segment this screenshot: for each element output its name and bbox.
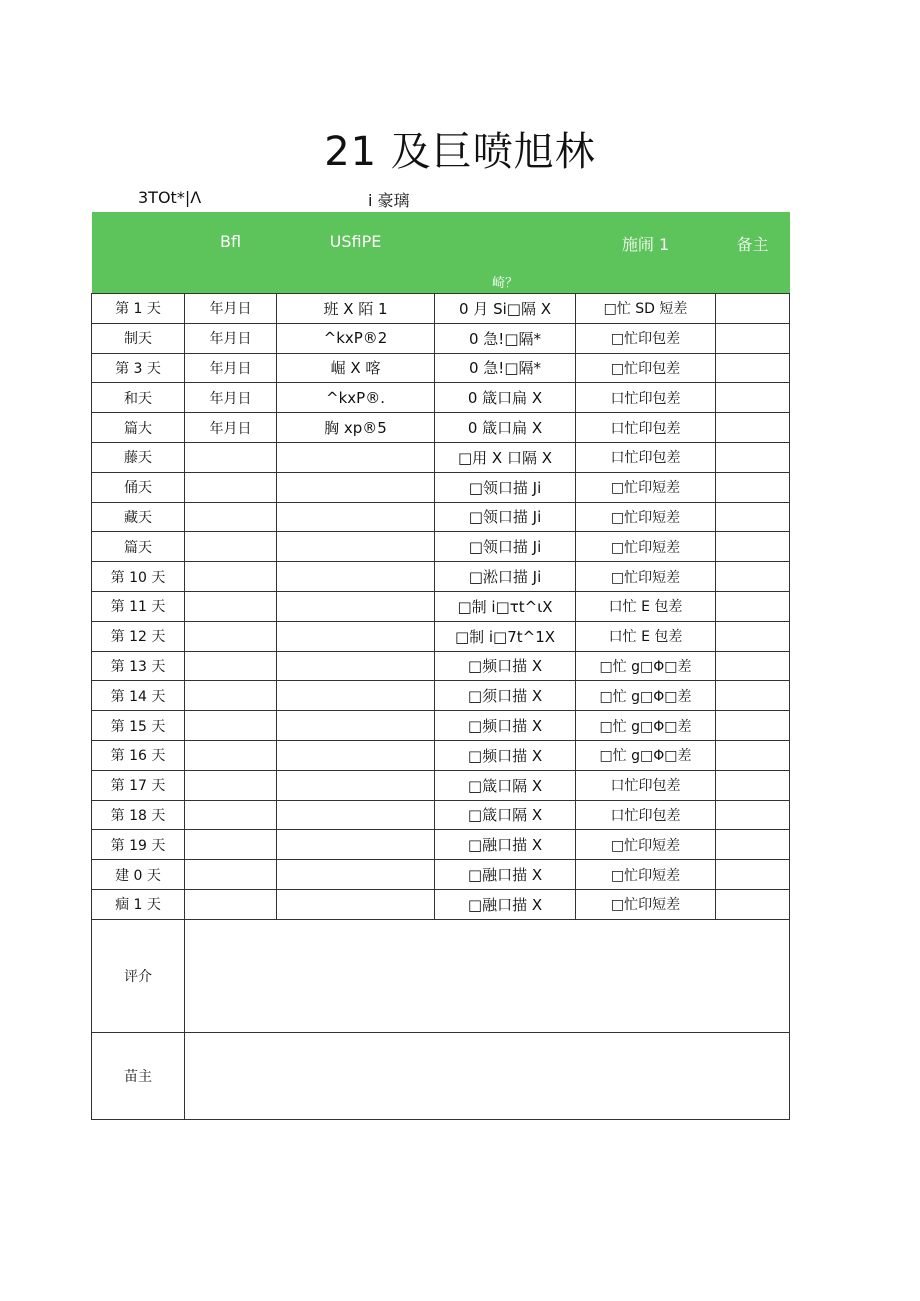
check-cell[interactable]: □忙 g□Φ□差 xyxy=(576,740,716,770)
day-cell: 藏天 xyxy=(92,502,185,532)
table-row xyxy=(92,681,790,711)
date-cell[interactable] xyxy=(185,532,277,562)
note-label: 苗主 xyxy=(92,1032,185,1119)
goal-cell[interactable]: □淞口描 Ji xyxy=(435,562,576,592)
check-cell[interactable]: 口忙印包差 xyxy=(576,442,716,472)
note-cell[interactable] xyxy=(716,383,790,413)
table-body xyxy=(92,294,790,920)
note-cell[interactable] xyxy=(716,294,790,324)
date-cell[interactable] xyxy=(185,830,277,860)
table-row xyxy=(92,830,790,860)
date-cell[interactable] xyxy=(185,889,277,919)
check-cell[interactable]: □忙印短差 xyxy=(576,502,716,532)
day-cell: 篇天 xyxy=(92,532,185,562)
date-cell[interactable] xyxy=(185,562,277,592)
goal-cell[interactable]: □制 i□7t^1X xyxy=(435,621,576,651)
goal-cell[interactable]: □制 i□τt^ιX xyxy=(435,591,576,621)
date-cell[interactable] xyxy=(185,711,277,741)
note-cell[interactable] xyxy=(716,413,790,443)
header-col3: USfiPE xyxy=(277,212,435,294)
header-col1 xyxy=(92,212,185,294)
goal-cell[interactable]: □频口描 X xyxy=(435,651,576,681)
task-cell[interactable] xyxy=(277,651,435,681)
note-cell[interactable] xyxy=(716,323,790,353)
task-cell[interactable] xyxy=(277,860,435,890)
note-cell[interactable] xyxy=(716,621,790,651)
task-cell[interactable] xyxy=(277,591,435,621)
note-cell[interactable] xyxy=(716,562,790,592)
check-cell[interactable]: 口忙印包差 xyxy=(576,800,716,830)
day-cell: 第 11 天 xyxy=(92,591,185,621)
table-row xyxy=(92,562,790,592)
note-cell[interactable] xyxy=(716,711,790,741)
date-cell[interactable]: 年月日 xyxy=(185,323,277,353)
goal-cell[interactable]: □用 X 口隔 X xyxy=(435,442,576,472)
table-row xyxy=(92,442,790,472)
header-col6: 备主 xyxy=(716,212,790,294)
check-cell[interactable]: □忙印短差 xyxy=(576,562,716,592)
note-row xyxy=(92,1032,790,1119)
review-field[interactable] xyxy=(185,919,790,1032)
task-cell[interactable] xyxy=(277,621,435,651)
table-row xyxy=(92,740,790,770)
table-row xyxy=(92,860,790,890)
table-row xyxy=(92,383,790,413)
day-cell: 藤天 xyxy=(92,442,185,472)
note-cell[interactable] xyxy=(716,442,790,472)
note-cell[interactable] xyxy=(716,681,790,711)
goal-cell[interactable]: 0 月 Si□隔 X xyxy=(435,294,576,324)
date-cell[interactable] xyxy=(185,502,277,532)
review-row xyxy=(92,919,790,1032)
day-cell: 建 0 天 xyxy=(92,860,185,890)
meta-left: 3TOt*|Λ xyxy=(138,188,202,207)
goal-cell[interactable]: 0 急!□隔* xyxy=(435,353,576,383)
table-row xyxy=(92,323,790,353)
note-cell[interactable] xyxy=(716,502,790,532)
date-cell[interactable] xyxy=(185,800,277,830)
task-cell[interactable]: ^kxP®. xyxy=(277,383,435,413)
check-cell[interactable]: □忙印短差 xyxy=(576,860,716,890)
check-cell[interactable]: □忙印包差 xyxy=(576,353,716,383)
table-row xyxy=(92,353,790,383)
check-cell[interactable]: □忙印短差 xyxy=(576,889,716,919)
goal-cell[interactable]: □频口描 X xyxy=(435,711,576,741)
day-cell: 第 17 天 xyxy=(92,770,185,800)
note-cell[interactable] xyxy=(716,591,790,621)
check-cell[interactable]: □忙 g□Φ□差 xyxy=(576,651,716,681)
goal-cell[interactable]: □领口描 Ji xyxy=(435,472,576,502)
check-cell[interactable]: 口忙印包差 xyxy=(576,383,716,413)
task-cell[interactable] xyxy=(277,830,435,860)
table-row xyxy=(92,711,790,741)
note-field[interactable] xyxy=(185,1032,790,1119)
date-cell[interactable] xyxy=(185,860,277,890)
day-cell: 第 16 天 xyxy=(92,740,185,770)
check-cell[interactable]: 口忙 E 包差 xyxy=(576,591,716,621)
check-cell[interactable]: □忙印短差 xyxy=(576,532,716,562)
note-cell[interactable] xyxy=(716,860,790,890)
day-cell: 第 14 天 xyxy=(92,681,185,711)
day-cell: 第 18 天 xyxy=(92,800,185,830)
table-row xyxy=(92,889,790,919)
day-cell: 第 3 天 xyxy=(92,353,185,383)
day-cell: 第 13 天 xyxy=(92,651,185,681)
day-cell: 制天 xyxy=(92,323,185,353)
table-row xyxy=(92,651,790,681)
task-cell[interactable] xyxy=(277,502,435,532)
check-cell[interactable]: 口忙印包差 xyxy=(576,413,716,443)
date-cell[interactable] xyxy=(185,591,277,621)
date-cell[interactable] xyxy=(185,740,277,770)
day-cell: 第 19 天 xyxy=(92,830,185,860)
check-cell[interactable]: □忙 g□Φ□差 xyxy=(576,711,716,741)
date-cell[interactable] xyxy=(185,621,277,651)
task-cell[interactable] xyxy=(277,800,435,830)
date-cell[interactable] xyxy=(185,681,277,711)
day-cell: 第 12 天 xyxy=(92,621,185,651)
task-cell[interactable]: 崛 X 喀 xyxy=(277,353,435,383)
date-cell[interactable]: 年月日 xyxy=(185,413,277,443)
task-cell[interactable] xyxy=(277,442,435,472)
date-cell[interactable]: 年月日 xyxy=(185,294,277,324)
task-cell[interactable] xyxy=(277,532,435,562)
note-cell[interactable] xyxy=(716,651,790,681)
table-row xyxy=(92,532,790,562)
header-col2: Bfl xyxy=(185,212,277,294)
table-row xyxy=(92,621,790,651)
goal-cell[interactable]: □领口描 Ji xyxy=(435,502,576,532)
date-cell[interactable]: 年月日 xyxy=(185,383,277,413)
note-cell[interactable] xyxy=(716,532,790,562)
task-cell[interactable]: 班 X 陌 1 xyxy=(277,294,435,324)
date-cell[interactable] xyxy=(185,770,277,800)
date-cell[interactable] xyxy=(185,472,277,502)
check-cell[interactable]: □忙印短差 xyxy=(576,472,716,502)
check-cell[interactable]: □忙 g□Φ□差 xyxy=(576,681,716,711)
task-cell[interactable] xyxy=(277,711,435,741)
note-cell[interactable] xyxy=(716,740,790,770)
note-cell[interactable] xyxy=(716,353,790,383)
task-cell[interactable] xyxy=(277,472,435,502)
page-title: 21 及巨喷旭林 xyxy=(324,129,596,175)
table-row xyxy=(92,472,790,502)
day-cell: 第 15 天 xyxy=(92,711,185,741)
table-row xyxy=(92,502,790,532)
day-cell: 第 10 天 xyxy=(92,562,185,592)
goal-cell[interactable]: 0 箴口扁 X xyxy=(435,413,576,443)
header-col4: 崎？ xyxy=(435,212,576,294)
task-cell[interactable] xyxy=(277,681,435,711)
note-cell[interactable] xyxy=(716,889,790,919)
check-cell[interactable]: 口忙印包差 xyxy=(576,770,716,800)
note-cell[interactable] xyxy=(716,770,790,800)
meta-right: i 豪璃 xyxy=(368,191,410,210)
goal-cell[interactable]: □融口描 X xyxy=(435,860,576,890)
goal-cell[interactable]: □须口描 X xyxy=(435,681,576,711)
date-cell[interactable] xyxy=(185,442,277,472)
table-row xyxy=(92,294,790,324)
header-col5: 施闹 1 xyxy=(576,212,716,294)
date-cell[interactable]: 年月日 xyxy=(185,353,277,383)
task-cell[interactable]: ^kxP®2 xyxy=(277,323,435,353)
check-cell[interactable]: □忙印包差 xyxy=(576,323,716,353)
table-header-row xyxy=(92,212,790,294)
goal-cell[interactable]: 0 急!□隔* xyxy=(435,323,576,353)
day-cell: 第 1 天 xyxy=(92,294,185,324)
task-cell[interactable]: 胸 xp®5 xyxy=(277,413,435,443)
review-label: 评介 xyxy=(92,919,185,1032)
table-row xyxy=(92,770,790,800)
date-cell[interactable] xyxy=(185,651,277,681)
task-cell[interactable] xyxy=(277,562,435,592)
goal-cell[interactable]: □融口描 X xyxy=(435,889,576,919)
check-cell[interactable]: 口忙 E 包差 xyxy=(576,621,716,651)
goal-cell[interactable]: □融口描 X xyxy=(435,830,576,860)
table-row xyxy=(92,591,790,621)
checkin-table xyxy=(91,212,790,1120)
day-cell: 痼 1 天 xyxy=(92,889,185,919)
note-cell[interactable] xyxy=(716,472,790,502)
table-row xyxy=(92,800,790,830)
task-cell[interactable] xyxy=(277,889,435,919)
goal-cell[interactable]: □箴口隔 X xyxy=(435,770,576,800)
goal-cell[interactable]: 0 箴口扁 X xyxy=(435,383,576,413)
day-cell: 和天 xyxy=(92,383,185,413)
goal-cell[interactable]: □箴口隔 X xyxy=(435,800,576,830)
goal-cell[interactable]: □领口描 Ji xyxy=(435,532,576,562)
task-cell[interactable] xyxy=(277,770,435,800)
day-cell: 篇大 xyxy=(92,413,185,443)
task-cell[interactable] xyxy=(277,740,435,770)
note-cell[interactable] xyxy=(716,830,790,860)
table-row xyxy=(92,413,790,443)
goal-cell[interactable]: □频口描 X xyxy=(435,740,576,770)
check-cell[interactable]: □忙 SD 短差 xyxy=(576,294,716,324)
day-cell: 俑天 xyxy=(92,472,185,502)
note-cell[interactable] xyxy=(716,800,790,830)
check-cell[interactable]: □忙印短差 xyxy=(576,830,716,860)
